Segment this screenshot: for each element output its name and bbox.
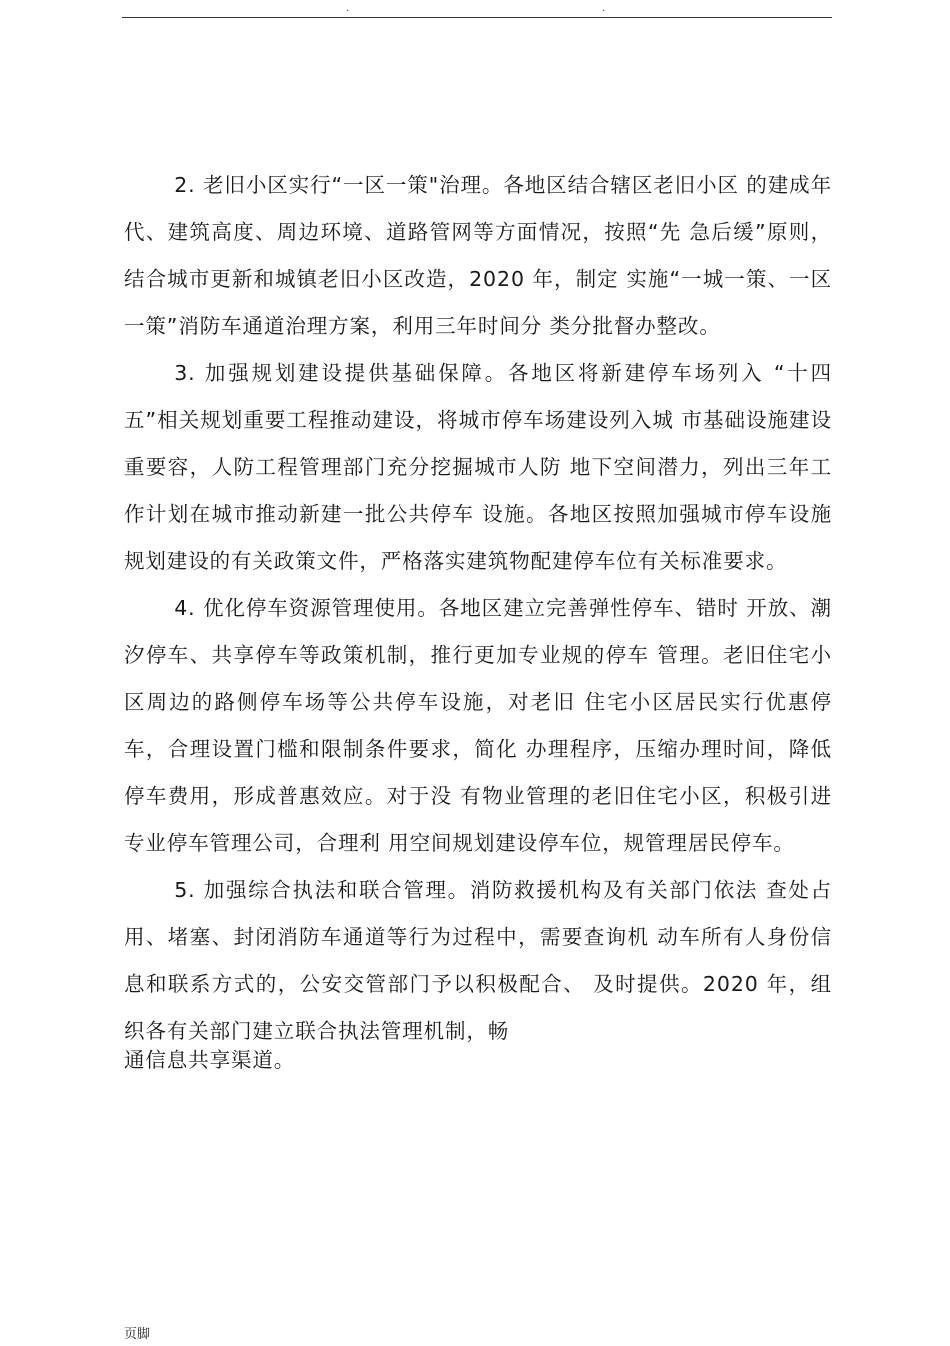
header-dot-right: . [602, 3, 606, 14]
paragraph-5: 5. 加强综合执法和联合管理。消防救援机构及有关部门依法 查处占用、堵塞、封闭消防车通道等行为过程中，需要查询机 动车所有人身份信息和联系方式的，公安交管部门予以积极配合、 及时提供。2020 年，组织各有关部门建立联合执法管理机制，畅 [124, 878, 832, 1043]
paragraph-2: 2. 老旧小区实行“一区一策"治理。各地区结合辖区老旧小区 的建成年代、建筑高度、周边环境、道路管网等方面情况，按照“先 急后缓”原则，结合城市更新和城镇老旧小区改造，2020 年，制定 实施“一城一策、一区一策”消防车通道治理方案，利用三年时间分 类分批督办整改。 [124, 173, 832, 338]
paragraph-3: 3. 加强规划建设提供基础保障。各地区将新建停车场列入 “十四五”相关规划重要工程推动建设，将城市停车场建设列入城 市基础设施建设重要容，人防工程管理部门充分挖掘城市人防 地下空间潜力，列出三年工作计划在城市推动新建一批公共停车 设施。各地区按照加强城市停车设施规划建设的有关政策文件，严格落实建筑物配建停车位有关标准要求。 [124, 361, 832, 573]
header-dot-left: . [346, 3, 350, 14]
footer-label: 页脚 [124, 1327, 151, 1342]
document-body [124, 162, 832, 1073]
paragraph-4: 4. 优化停车资源管理使用。各地区建立完善弹性停车、错时 开放、潮汐停车、共享停车等政策机制，推行更加专业规的停车 管理。老旧住宅小区周边的路侧停车场等公共停车设施，对老旧 住宅小区居民实行优惠停车，合理设置门槛和限制条件要求，简化 办理程序，压缩办理时间，降低停车费用，形成普惠效应。对于没 有物业管理的老旧住宅小区，积极引进专业停车管理公司，合理利 用空间规划建设停车位，规管理居民停车。 [124, 596, 832, 855]
paragraph-5-continuation: 通信息共享渠道。 [124, 1048, 296, 1072]
header-rule [122, 17, 832, 18]
